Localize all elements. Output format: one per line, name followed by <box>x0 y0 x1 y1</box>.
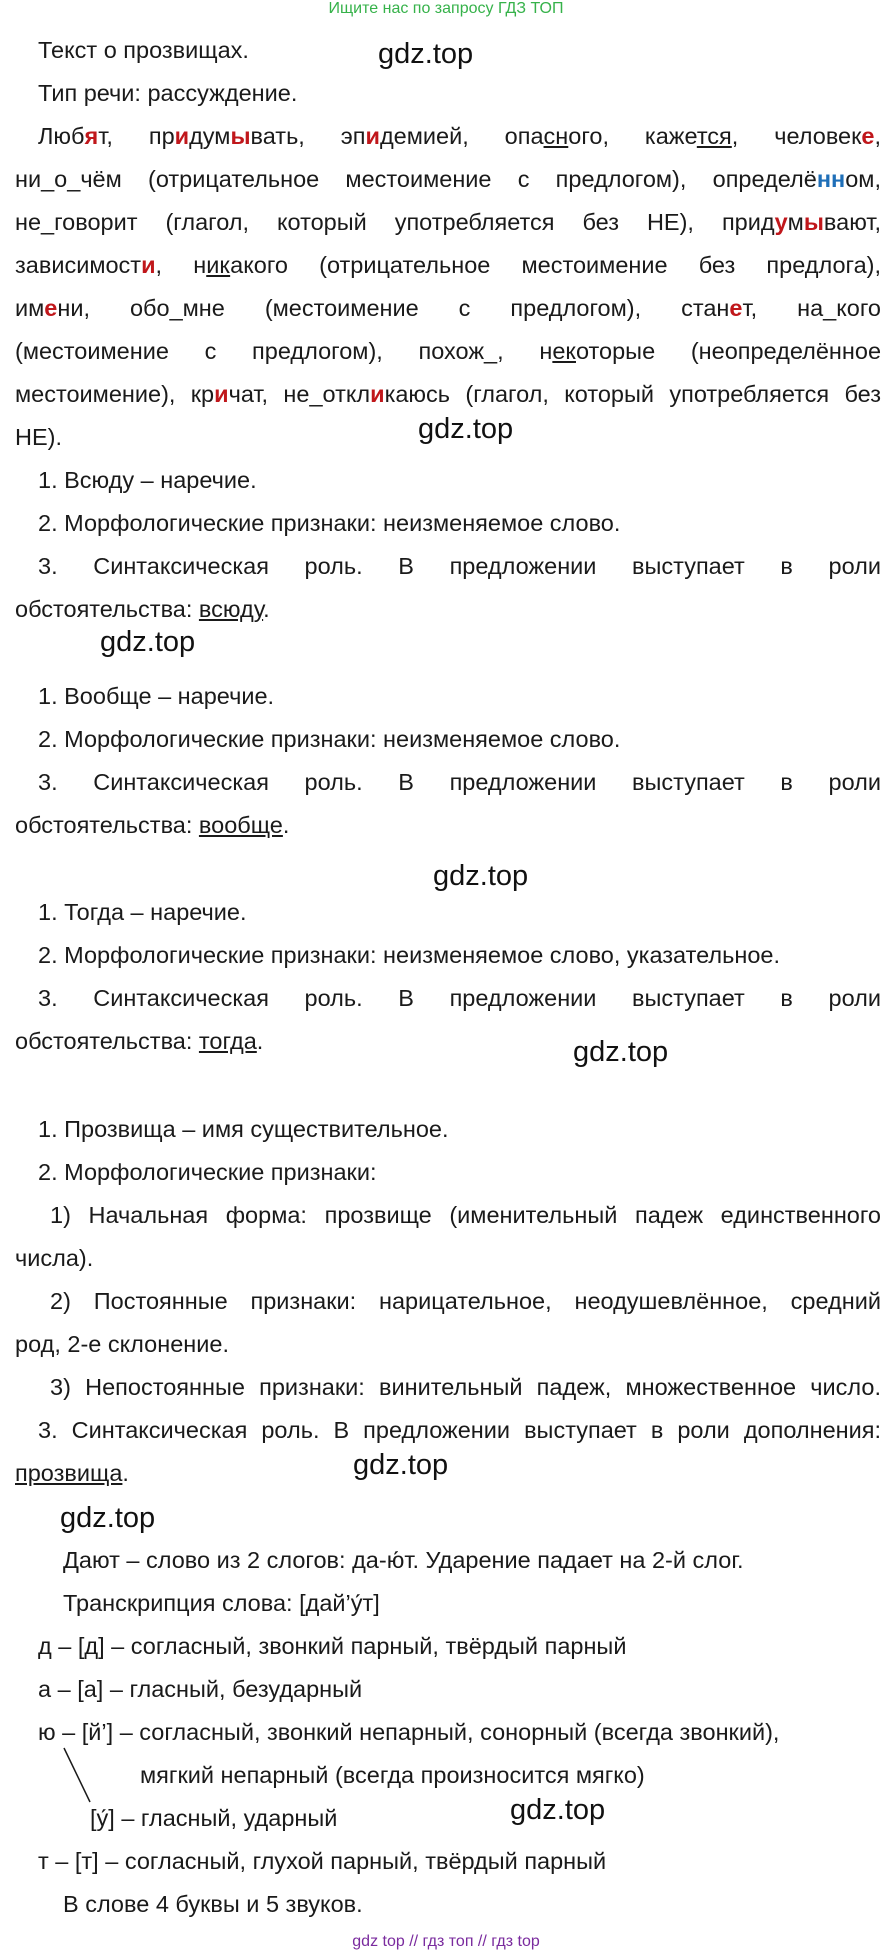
word-fragment: , <box>731 123 739 149</box>
prozvishcha-item-2: 2. Морфологические признаки: <box>38 1159 377 1185</box>
underlined-word: прозвища <box>15 1460 123 1486</box>
word-fragment: пр <box>148 123 175 149</box>
highlight-letter: е <box>44 295 58 321</box>
underlined-word: тогда <box>198 1028 257 1054</box>
watermark: gdz.top <box>378 38 474 70</box>
word-fragment: дум <box>189 123 231 149</box>
vsyudu-item-2: 2. Морфологические признаки: неизменяемое слово. <box>38 510 621 536</box>
highlight-letter: е <box>861 123 875 149</box>
voobshche-item-2: 2. Морфологические признаки: неизменяемое слово. <box>38 726 621 752</box>
watermark: gdz.top <box>100 626 196 658</box>
word-fragment: вают, <box>823 209 881 235</box>
period: . <box>282 812 290 838</box>
word-fragment: н <box>193 252 207 278</box>
highlight-letter: и <box>141 252 156 278</box>
phonetic-letter-d: д – [д] – согласный, звонкий парный, твёрдый парный <box>38 1633 627 1659</box>
word-fragment: м <box>787 209 804 235</box>
underlined-word: вообще <box>198 812 283 838</box>
text-title-line: Текст о прозвищах. <box>38 37 249 63</box>
phonetic-letter-yu-cont: мягкий непарный (всегда произносится мягко) <box>140 1762 645 1788</box>
voobshche-item-1: 1. Вообще – наречие. <box>38 683 275 709</box>
highlight-letter: нн <box>816 166 846 192</box>
watermark: gdz.top <box>60 1502 156 1534</box>
word-fragment: н <box>539 338 553 364</box>
highlight-letter: ы <box>230 123 251 149</box>
period: . <box>256 1028 264 1054</box>
word-fragment: акого (отрицательное местоимение без предлога), <box>230 252 882 278</box>
togda-item-3: 3. Синтаксическая роль. В предложении выступает в роли <box>38 985 881 1011</box>
phonetic-transcription: Транскрипция слова: [дай’у́т] <box>63 1590 380 1616</box>
vsyudu-item-3: 3. Синтаксическая роль. В предложении выступает в роли <box>38 553 881 579</box>
underlined-letters: ик <box>206 252 231 278</box>
watermark: gdz.top <box>573 1036 669 1068</box>
underlined-letters: сн <box>543 123 569 149</box>
watermark: gdz.top <box>433 860 529 892</box>
word-fragment: Люб <box>38 123 85 149</box>
phonetic-letter-yu-vowel: [у́] – гласный, ударный <box>90 1805 338 1831</box>
word-fragment: оторые (неопределённое <box>575 338 882 364</box>
prozvishcha-syntax-role: 3. Синтаксическая роль. В предложении выступает в роли дополнения: <box>38 1417 881 1443</box>
voobshche-item-3: 3. Синтаксическая роль. В предложении выступает в роли <box>38 769 881 795</box>
highlight-letter: и <box>365 123 380 149</box>
word-fragment: вать, <box>250 123 305 149</box>
phonetic-letter-a: а – [а] – гласный, безударный <box>38 1676 363 1702</box>
role-label: обстоятельства: <box>15 596 193 622</box>
highlight-letter: и <box>174 123 190 149</box>
highlight-letter: и <box>214 381 229 407</box>
highlight-letter: и <box>370 381 385 407</box>
word-fragment: опа <box>504 123 544 149</box>
word-fragment: ни, обо_мне (местоимение с предлогом), <box>57 295 642 321</box>
word-fragment: им <box>15 295 45 321</box>
footer-links[interactable]: gdz top // гдз топ // гдз top <box>352 1933 540 1950</box>
word-fragment: каже <box>644 123 697 149</box>
underlined-letters: тся <box>696 123 732 149</box>
role-label: обстоятельства: <box>15 812 193 838</box>
highlight-letter: ы <box>803 209 824 235</box>
highlight-letter: е <box>729 295 743 321</box>
word-fragment: стан <box>681 295 730 321</box>
period: . <box>122 1460 129 1486</box>
words-line-8: НЕ). <box>15 424 62 450</box>
underlined-word: всюду <box>198 596 264 622</box>
speech-type-line: Тип речи: рассуждение. <box>38 80 298 106</box>
word-fragment: ого, <box>568 123 609 149</box>
word-fragment: не_говорит (глагол, который употребляется без НЕ), <box>15 209 694 235</box>
role-label: обстоятельства: <box>15 1028 193 1054</box>
word-fragment: демией, <box>379 123 469 149</box>
word-fragment: , <box>155 252 163 278</box>
word-fragment: зависимост <box>15 252 142 278</box>
watermark: gdz.top <box>418 413 514 445</box>
prozvishcha-constant-features: 2) Постоянные признаки: нарицательное, неодушевлённое, средний <box>50 1288 881 1314</box>
word-fragment: , <box>874 123 882 149</box>
highlight-letter: я <box>84 123 99 149</box>
prozvishcha-initial-form-cont: числа). <box>15 1245 94 1271</box>
word-fragment: эп <box>340 123 366 149</box>
prozvishcha-initial-form: 1) Начальная форма: прозвище (именительный падеж единственного <box>50 1202 881 1228</box>
togda-item-1: 1. Тогда – наречие. <box>38 899 247 925</box>
vsyudu-item-1: 1. Всюду – наречие. <box>38 467 257 493</box>
word-fragment: (местоимение с предлогом), похож_, <box>15 338 504 364</box>
word-fragment: каюсь (глагол, который употребляется без <box>384 381 881 407</box>
word-fragment: человек <box>774 123 862 149</box>
phonetic-letter-yu: ю – [й’] – согласный, звонкий непарный, сонорный (всегда звонкий), <box>38 1719 780 1745</box>
word-fragment: т, <box>98 123 113 149</box>
period: . <box>263 596 270 622</box>
connector-line <box>64 1748 90 1802</box>
phonetic-summary: В слове 4 буквы и 5 звуков. <box>63 1891 363 1917</box>
watermark: gdz.top <box>353 1449 449 1481</box>
togda-item-2: 2. Морфологические признаки: неизменяемое слово, указательное. <box>38 942 781 968</box>
top-banner[interactable]: Ищите нас по запросу ГДЗ ТОП <box>328 0 564 17</box>
word-fragment: ни_о_чём (отрицательное местоимение с предлогом), <box>15 166 687 192</box>
prozvishcha-variable-features: 3) Непостоянные признаки: винительный падеж, множественное число. <box>50 1374 881 1400</box>
word-fragment: местоимение), кр <box>15 381 215 407</box>
word-fragment: т, на_кого <box>742 295 881 321</box>
prozvishcha-constant-features-cont: род, 2-е склонение. <box>15 1331 229 1357</box>
watermark: gdz.top <box>510 1794 606 1826</box>
phonetic-syllables: Дают – слово из 2 слогов: да-ю́т. Ударение падает на 2-й слог. <box>63 1547 744 1573</box>
highlight-letter: у <box>774 209 788 235</box>
word-fragment: прид <box>721 209 775 235</box>
word-fragment: ом, <box>845 166 881 192</box>
word-fragment: определё <box>712 166 817 192</box>
word-fragment: чат, не_откл <box>228 381 371 407</box>
prozvishcha-item-1: 1. Прозвища – имя существительное. <box>38 1116 449 1142</box>
underlined-letters: ек <box>552 338 576 364</box>
phonetic-letter-t: т – [т] – согласный, глухой парный, твёрдый парный <box>38 1848 607 1874</box>
